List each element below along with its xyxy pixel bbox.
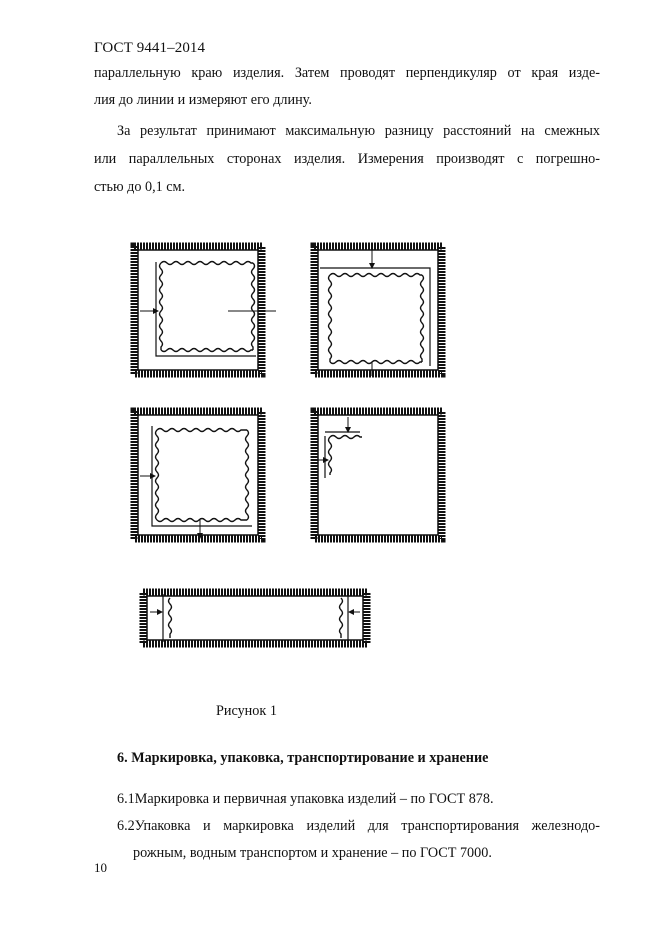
item-text: Упаковка и маркировка изделий для транспортирования железнодо- (134, 818, 600, 834)
figure-caption: Рисунок 1 (216, 703, 277, 719)
diagram-1 (134, 246, 276, 374)
paragraph-line-3: За результат принимают максимальную разницу расстояний на смежных (117, 123, 600, 139)
document-code-header: ГОСТ 9441–2014 (94, 40, 206, 56)
item-6-2-line-1 (117, 818, 600, 835)
item-6-1 (117, 791, 494, 808)
paragraph-line-4: или параллельных сторонах изделия. Измерения производят с погрешно- (94, 151, 600, 167)
paragraph-line-1: параллельную краю изделия. Затем проводят перпендикуляр от края изде- (94, 65, 600, 81)
paragraph-line-2: лия до линии и измеряют его длину. (94, 92, 312, 108)
diagram-4 (314, 411, 442, 539)
page-number: 10 (94, 860, 107, 875)
diagram-2 (314, 246, 442, 376)
section-heading: 6. Маркировка, упаковка, транспортирование и хранение (117, 750, 489, 766)
paragraph-line-5: стью до 0,1 см. (94, 179, 186, 195)
item-number: 6.1 (117, 791, 135, 807)
item-6-2-line-2: рожным, водным транспортом и хранение – по ГОСТ 7000. (133, 845, 492, 861)
diagram-3 (134, 411, 262, 539)
item-number: 6.2 (117, 818, 135, 834)
item-text: Маркировка и первичная упаковка изделий – по ГОСТ 878. (134, 791, 494, 807)
diagram-5 (143, 592, 367, 644)
